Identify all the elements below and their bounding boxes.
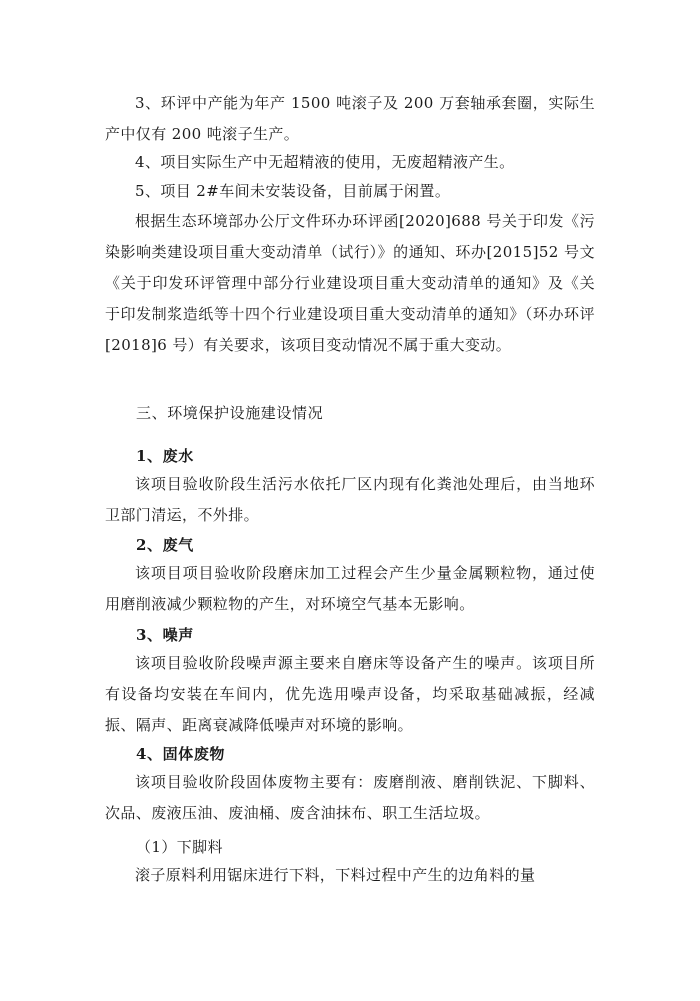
paragraph-offcuts: 滚子原料利用锯床进行下料，下料过程中产生的边角料的量 bbox=[135, 866, 536, 884]
heading-solid-waste: 4、固体废物 bbox=[136, 745, 226, 763]
paragraph-wastewater: 该项目验收阶段生活污水依托厂区内现有化粪池处理后，由当地环卫部门清运，不外排。 bbox=[105, 475, 595, 524]
heading-waste-gas: 2、废气 bbox=[136, 536, 194, 554]
paragraph-workshop: 5、项目 2#车间未安装设备，目前属于闲置。 bbox=[135, 182, 451, 200]
paragraph-noise: 该项目验收阶段噪声源主要来自磨床等设备产生的噪声。该项目所有设备均安装在车间内，优先选用噪声设备，均采取基础减振，经减振、隔声、距离衰减降低噪声对环境的影响。 bbox=[105, 654, 595, 734]
section-heading-environmental-facilities: 三、环境保护设施建设情况 bbox=[136, 404, 324, 422]
paragraph-regulation: 根据生态环境部办公厅文件环办环评函[2020]688 号关于印发《污染影响类建设项目重大变动清单（试行）》的通知、环办[2015]52 号文《关于印发环评管理中部分行业建设项目重大变动清单的通知》及《关于印发制浆造纸等十四个行业建设项目重大变动清单的通知》（环办环评[2018]6 号）有关要求，该项目变动情况不属于重大变动。 bbox=[105, 212, 595, 354]
paragraph-solid-waste: 该项目验收阶段固体废物主要有：废磨削液、磨削铁泥、下脚料、次品、废液压油、废油桶、废含油抹布、职工生活垃圾。 bbox=[105, 773, 595, 822]
paragraph-superfinishing: 4、项目实际生产中无超精液的使用，无废超精液产生。 bbox=[135, 153, 515, 171]
subheading-offcuts: （1）下脚料 bbox=[136, 838, 223, 856]
paragraph-capacity: 3、环评中产能为年产 1500 吨滚子及 200 万套轴承套圈，实际生产中仅有 200 吨滚子生产。 bbox=[105, 94, 595, 143]
paragraph-waste-gas: 该项目项目验收阶段磨床加工过程会产生少量金属颗粒物，通过使用磨削液减少颗粒物的产生，对环境空气基本无影响。 bbox=[105, 564, 595, 613]
heading-wastewater: 1、废水 bbox=[136, 447, 194, 465]
heading-noise: 3、噪声 bbox=[136, 626, 194, 644]
